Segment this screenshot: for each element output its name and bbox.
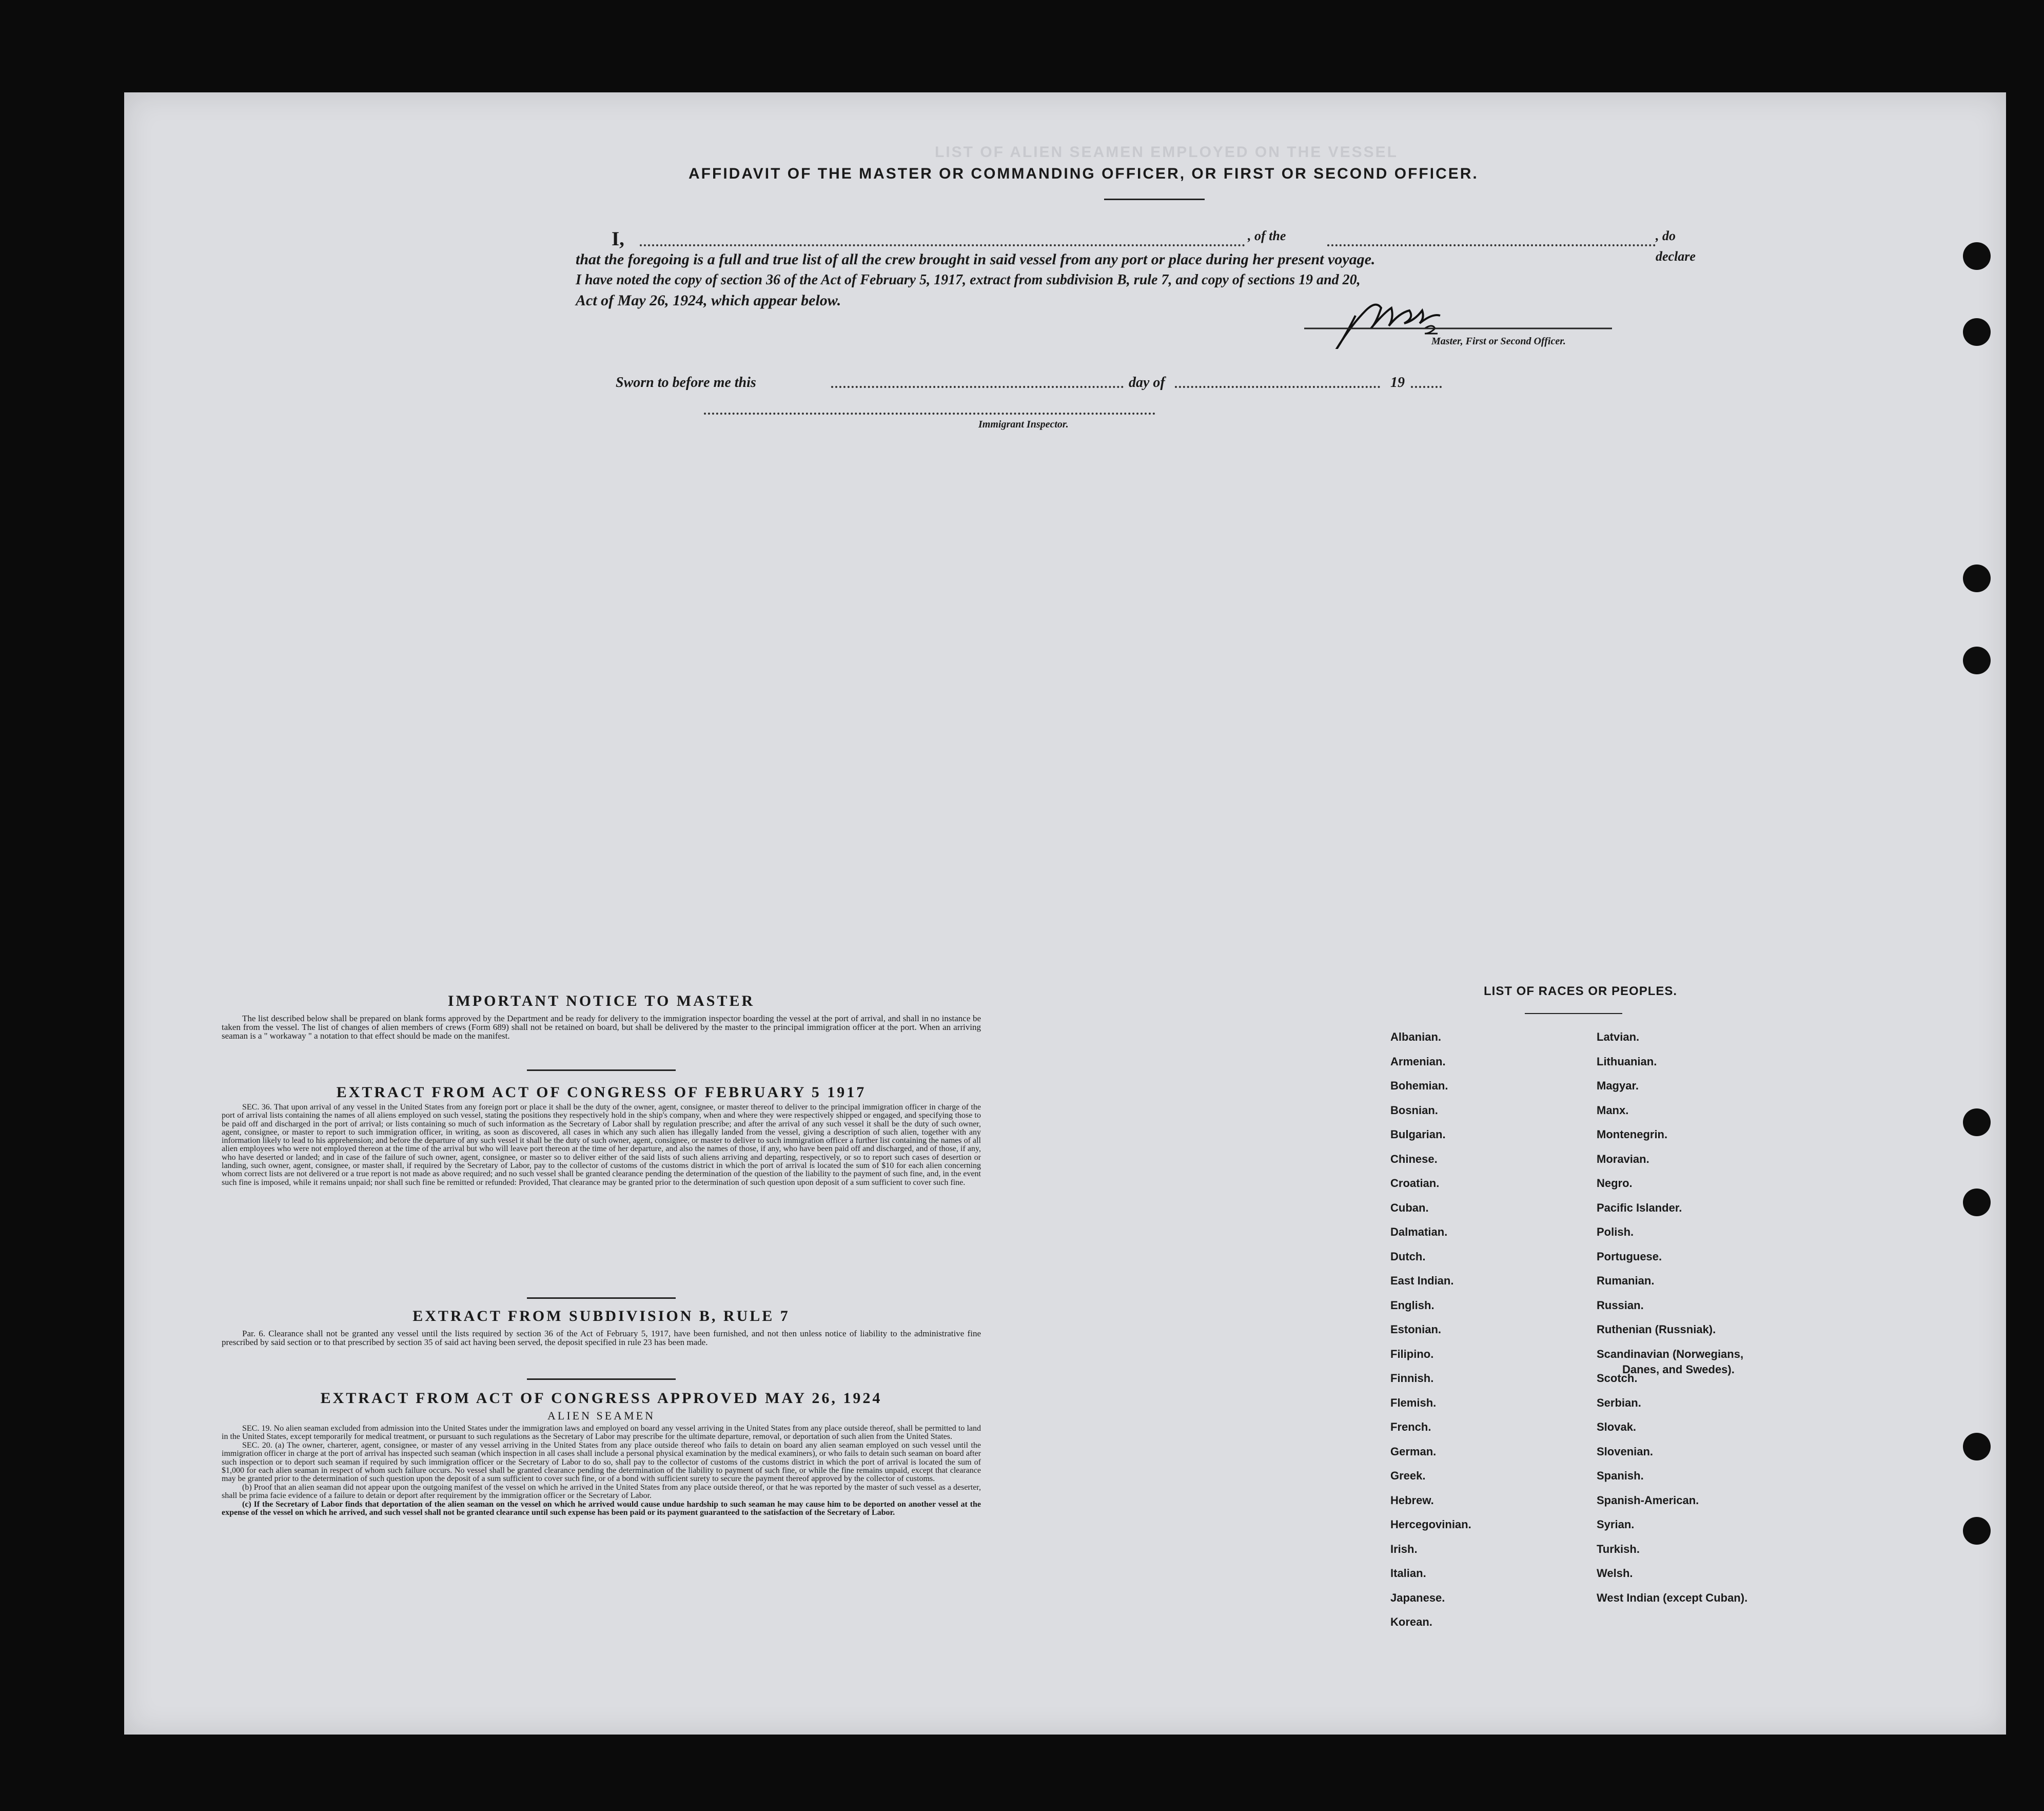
notice-text: The list described below shall be prepared on blank forms approved by the Department and be ready for delivery to the immigration inspector boarding the vessel at the port of arrival, and shall in no instance be taken from the vessel. The list of changes of alien members of crews (Form 689) shall not be retained on board, but shall be delivered by the master to the principal immigration officer at the port. When an arriving seaman is a " workaway " a notation to that effect should be made on the manifest. <box>222 1014 981 1041</box>
notice-title: IMPORTANT NOTICE TO MASTER <box>447 992 755 1009</box>
extract1924-subtitle: ALIEN SEAMEN <box>547 1409 655 1422</box>
year-prefix: 19 <box>1390 375 1405 391</box>
sworn-year-blank[interactable] <box>1411 386 1442 388</box>
affidavit-of-the: , of the <box>1248 228 1286 243</box>
race-item: Serbian. <box>1597 1396 1641 1409</box>
race-item: Negro. <box>1597 1177 1633 1190</box>
race-item: Welsh. <box>1597 1567 1633 1580</box>
extract1924-title: EXTRACT FROM ACT OF CONGRESS APPROVED MAY 26, 1924 <box>320 1390 882 1407</box>
race-item: Polish. <box>1597 1225 1634 1238</box>
race-item: Turkish. <box>1597 1542 1640 1555</box>
vessel-blank[interactable] <box>1327 244 1656 246</box>
races-divider <box>1525 1013 1622 1014</box>
race-item: Latvian. <box>1597 1030 1640 1043</box>
race-item: Cuban. <box>1390 1201 1429 1214</box>
race-item: Albanian. <box>1390 1030 1442 1043</box>
bleed-through-text: LIST OF ALIEN SEAMEN EMPLOYED ON THE VESSEL <box>935 144 1398 161</box>
document-sheet <box>124 92 2006 1735</box>
race-item: Greek. <box>1390 1469 1426 1482</box>
race-item: Armenian. <box>1390 1055 1446 1068</box>
race-item: Italian. <box>1390 1567 1426 1580</box>
affidavit-i: I, <box>612 228 624 250</box>
sworn-day-blank[interactable] <box>831 386 1124 388</box>
race-item: Estonian. <box>1390 1323 1442 1336</box>
race-item: Filipino. <box>1390 1347 1434 1360</box>
race-item: English. <box>1390 1298 1434 1312</box>
race-item: Finnish. <box>1390 1372 1434 1385</box>
sec20c-text: (c) If the Secretary of Labor finds that deportation of the alien seaman on the vessel on which he arrived would cause undue hardship to such seaman he may cause him to be deported on another vessel at the expense of the vessel on which he arrived, and such vessel shall not be granted clearance until such expense has been paid or its payment guaranteed to the satisfaction of the Secretary of Labor. <box>222 1500 981 1517</box>
race-item: Flemish. <box>1390 1396 1437 1409</box>
race-item: Danes, and Swedes). <box>1622 1362 1735 1376</box>
sec20a-text: SEC. 20. (a) The owner, charterer, agent, consignee, or master of any vessel arriving in the United States from any place outside thereof who fails to detain on board any alien seaman employed on such vessel until the immigration officer in charge at the port of arrival has inspected such seaman (which inspection in all cases shall include a personal physical examination by the medical examiners), or who fails to detain such seaman on board after such inspection or to deport such seaman if required by such immigration officer or the Secretary of Labor to do so, shall pay to the collector of customs of the customs district in which the port of arrival is located the sum of $1,000 for each alien seaman in respect of whom such failure occurs. No vessel shall be granted clearance pending the determination of the liability to payment of such fine, or while the fine remains unpaid, except that clearance may be granted prior to the determination of such question upon the deposit of a sum sufficient to cover such fine, or of a bond with sufficient surety to secure the payment thereof approved by the collector of customs. <box>222 1440 981 1484</box>
race-item: West Indian (except Cuban). <box>1597 1591 1748 1604</box>
punch-hole <box>1963 564 1991 592</box>
race-item: Russian. <box>1597 1298 1644 1312</box>
sworn-line <box>616 373 1590 393</box>
race-item: Croatian. <box>1390 1177 1440 1190</box>
punch-hole <box>1963 647 1991 674</box>
affidavit-line4: Act of May 26, 1924, which appear below. <box>576 292 841 309</box>
sworn-month-blank[interactable] <box>1175 386 1380 388</box>
punch-hole <box>1963 242 1991 270</box>
affidavit-line3: I have noted the copy of section 36 of the Act of February 5, 1917, extract from subdivision B, rule 7, and copy of sections 19 and 20, <box>576 272 1361 288</box>
day-of-label: day of <box>1129 375 1165 391</box>
subdivision-text: Par. 6. Clearance shall not be granted any vessel until the lists required by section 36 of the Act of February 5, 1917, have been furnished, and not then unless notice of liability to the administrative fine prescribed by said section or to that prescribed by section 35 of said act having been served, the deposit specified in rule 23 has been made. <box>222 1329 981 1347</box>
signature-caption: Master, First or Second Officer. <box>1431 336 1566 347</box>
punch-hole <box>1963 1189 1991 1216</box>
race-item: French. <box>1390 1420 1431 1433</box>
sworn-label: Sworn to before me this <box>616 375 756 391</box>
race-item: German. <box>1390 1445 1437 1458</box>
race-item: Bulgarian. <box>1390 1128 1446 1141</box>
race-item: Spanish-American. <box>1597 1493 1699 1507</box>
punch-hole <box>1963 1108 1991 1136</box>
race-item: Manx. <box>1597 1103 1629 1117</box>
extract1924-body <box>222 1425 981 1517</box>
race-item: Dalmatian. <box>1390 1225 1448 1238</box>
section-divider <box>527 1297 676 1299</box>
extract1917-title: EXTRACT FROM ACT OF CONGRESS OF FEBRUARY 5 1917 <box>336 1084 867 1101</box>
affidavit-title: AFFIDAVIT OF THE MASTER OR COMMANDING OFFICER, OR FIRST OR SECOND OFFICER. <box>689 165 1479 182</box>
subdivision-title: EXTRACT FROM SUBDIVISION B, RULE 7 <box>412 1308 790 1325</box>
affidavit-do-declare: , do declare <box>1656 228 1696 264</box>
race-item: Bohemian. <box>1390 1079 1448 1092</box>
sec20b-text: (b) Proof that an alien seaman did not appear upon the outgoing manifest of the vessel on which he arrived in the United States from any place outside thereof, or that he was reported by the master of such vessel as a deserter, shall be prima facie evidence of a failure to detain or deport after requirement by the immigration officer or the Secretary of Labor. <box>222 1483 981 1501</box>
extract1917-text: SEC. 36. That upon arrival of any vessel in the United States from any foreign port or place it shall be the duty of the owner, agent, consignee, or master thereof to deliver to the principal immigration officer in charge of the port of arrival lists containing the names of all aliens employed on such vessel, stating the positions they respectively hold in the ship's company, when and where they were respectively shipped or engaged, and specifying those to be paid off and discharged in the port of arrival; or lists containing so much of such information as the Secretary of Labor shall by regulation prescribe; and after the arrival of any such vessel it shall be the duty of such owner, agent, consignee, or master to report to such immigration officer, in writing, as soon as discovered, all cases in which any such alien has illegally landed from the vessel, giving a description of such alien, together with any information likely to lead to his apprehension; and before the departure of any such vessel it shall be the duty of such owner, agent, consignee, or master to deliver to such immigration officer a further list containing the names of all alien employees who were not employed thereon at the time of the arrival but who will leave port thereon at the time of her departure, and also the names of those, if any, who have been paid off and discharged, and of those, if any, who have deserted or landed; and in case of the failure of such owner, agent, consignee, or master so to deliver either of the said lists of such aliens arriving and departing, respectively, or so to report such cases of desertion or landing, such owner, agent, consignee, or master shall, if required by the Secretary of Labor, pay to the collector of customs of the customs district in which the port of arrival is located the sum of $10 for each alien concerning whom correct lists are not delivered or a true report is not made as above required; and no such vessel shall be granted clearance pending the determination of the question of the liability to the payment of such fine, and, in the event such fine is imposed, while it remains unpaid; nor shall such fine be remitted or refunded: Provided, That clearance may be granted prior to the determination of such question upon deposit of a sum sufficient to cover such fine. <box>222 1103 981 1187</box>
race-item: Rumanian. <box>1597 1274 1655 1287</box>
race-item: Ruthenian (Russniak). <box>1597 1323 1716 1336</box>
section-divider <box>527 1069 676 1071</box>
race-item: Irish. <box>1390 1542 1418 1555</box>
inspector-caption: Immigrant Inspector. <box>978 419 1069 430</box>
race-item: Hebrew. <box>1390 1493 1434 1507</box>
affidavit-line2: that the foregoing is a full and true list of all the crew brought in said vessel from any port or place during her present voyage. <box>576 251 1375 268</box>
race-item: Japanese. <box>1390 1591 1445 1604</box>
race-item: Lithuanian. <box>1597 1055 1657 1068</box>
inspector-signature-line[interactable] <box>704 413 1155 415</box>
race-item: Slovenian. <box>1597 1445 1654 1458</box>
race-item: Bosnian. <box>1390 1103 1438 1117</box>
section-divider <box>527 1378 676 1380</box>
race-item: Scandinavian (Norwegians, <box>1597 1347 1744 1360</box>
race-item: Hercegovinian. <box>1390 1518 1471 1531</box>
punch-hole <box>1963 1433 1991 1461</box>
races-title: LIST OF RACES OR PEOPLES. <box>1484 984 1678 998</box>
title-divider <box>1104 199 1205 200</box>
race-item: Dutch. <box>1390 1250 1426 1263</box>
race-item: Pacific Islander. <box>1597 1201 1682 1214</box>
race-item: Chinese. <box>1390 1152 1438 1165</box>
race-item: Korean. <box>1390 1615 1432 1628</box>
name-blank[interactable] <box>640 244 1245 246</box>
punch-hole <box>1963 318 1991 346</box>
race-item: Syrian. <box>1597 1518 1635 1531</box>
sec19-text: SEC. 19. No alien seaman excluded from admission into the United States under the immigration laws and employed on board any vessel arriving in the United States from any place outside thereof, shall be permitted to land in the United States, except temporarily for medical treatment, or pursuant to such regulations as the Secretary of Labor may prescribe for the ultimate departure, removal, or deportation of such alien from the United States. <box>222 1424 981 1442</box>
race-item: Spanish. <box>1597 1469 1644 1482</box>
race-item: Slovak. <box>1597 1420 1637 1433</box>
race-item: Portuguese. <box>1597 1250 1662 1263</box>
punch-hole <box>1963 1517 1991 1545</box>
race-item: Moravian. <box>1597 1152 1649 1165</box>
race-item: Magyar. <box>1597 1079 1639 1092</box>
race-item: East Indian. <box>1390 1274 1454 1287</box>
race-item: Scotch. <box>1597 1372 1638 1385</box>
race-item: Montenegrin. <box>1597 1128 1668 1141</box>
